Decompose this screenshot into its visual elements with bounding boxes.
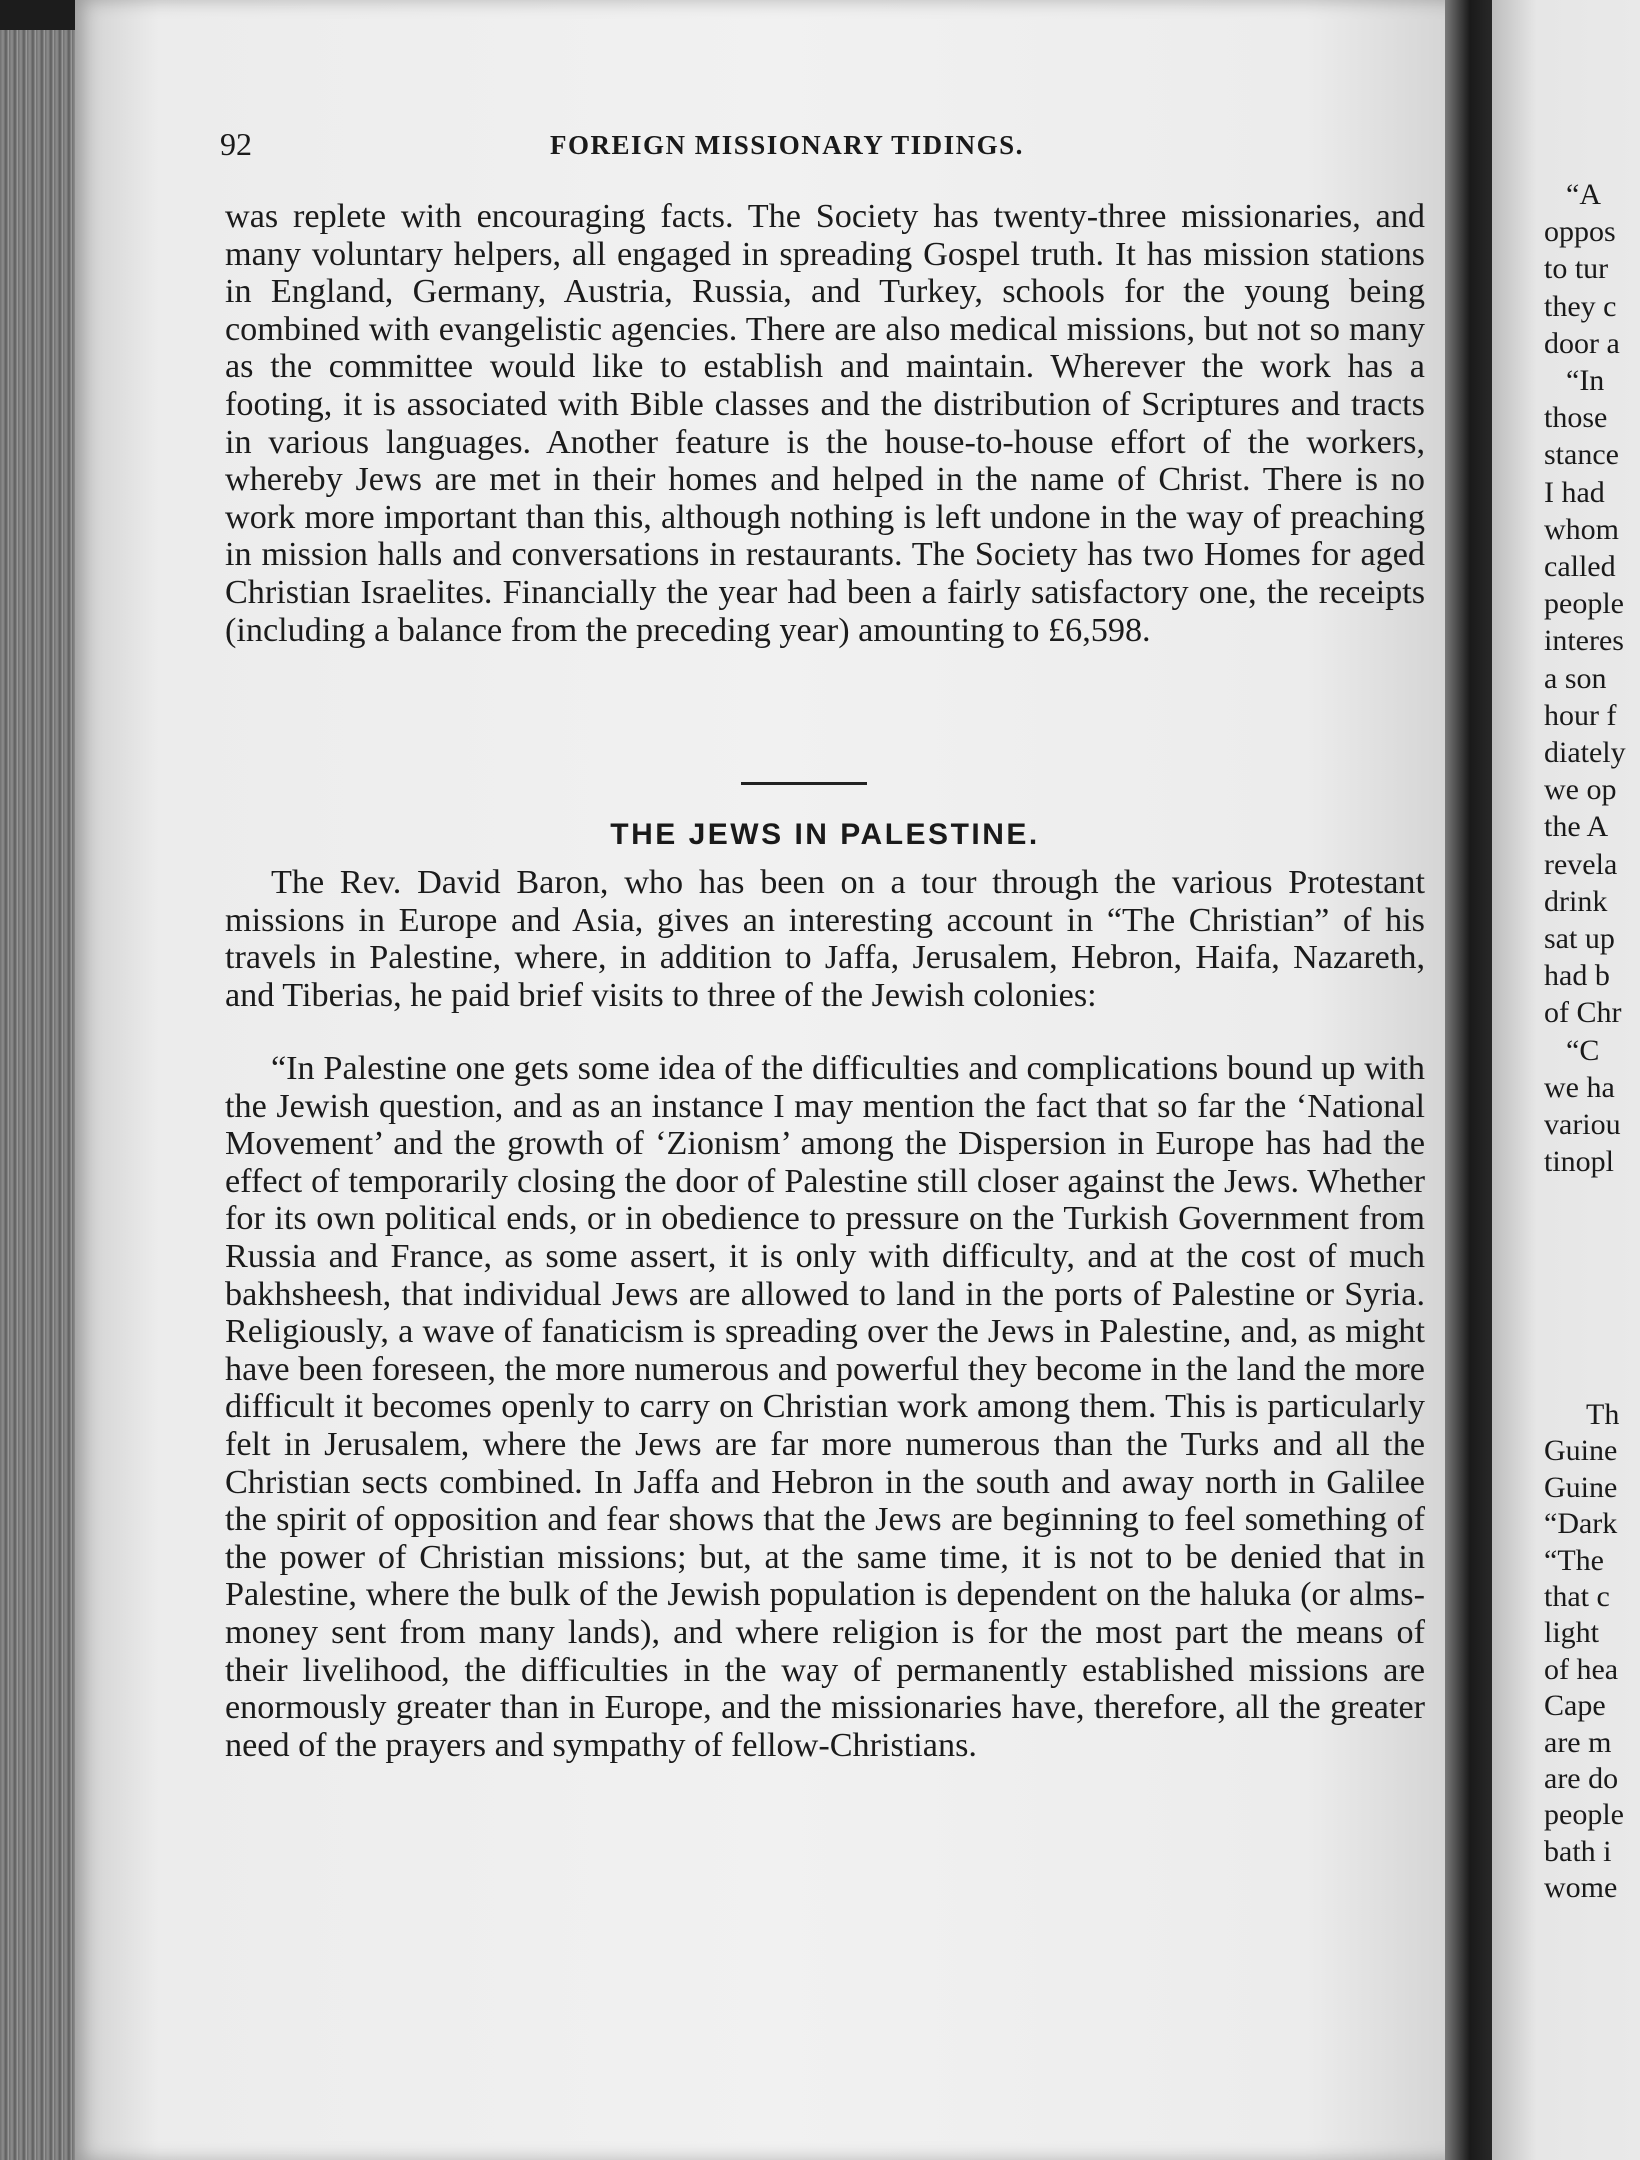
right-page-line: Guine [1544, 1434, 1618, 1468]
right-page-line: the A [1544, 810, 1609, 844]
right-page-line: wome [1544, 1871, 1618, 1905]
right-page-line: are m [1544, 1725, 1612, 1759]
paragraph-text: was replete with encouraging facts. The Society has twenty-three missionaries, and many voluntary helpers, all engaged in spreading Gospel truth. It has mission stations in England, Germany, Austria, Russia, and Turkey, schools for the young being combined with evangelistic agencies. There are also medical missions, but not so many as the committee would like to establish and maintain. Wherever the work has a footing, it is associated with Bible classes and the distribution of Scriptures and tracts in various languages. Another feature is the house-to-house effort of the workers, whereby Jews are met in their homes and helped in the name of Christ. There is no work more important than this, although nothing is left undone in the way of preaching in mission halls and conversations in restaurants. The Society has two Homes for aged Christian Israelites. Financially the year had been a fairly satisfactory one, the receipts (including a balance from the preceding year) amounting to £6,598. [225, 198, 1425, 649]
right-page-line: interes [1544, 624, 1624, 658]
paragraph-text: The Rev. David Baron, who has been on a tour through the various Protestant missions in Europe and Asia, gives an interesting account in “The Christian” of his travels in Palestine, where, in addition to Jaffa, Jerusalem, Hebron, Haifa, Nazareth, and Tiberias, he paid brief visits to three of the Jewish colonies: [225, 864, 1425, 1014]
right-page-partial [1492, 0, 1640, 2160]
right-page-line: variou [1544, 1108, 1621, 1141]
right-page-line: are do [1544, 1762, 1619, 1795]
paragraph-text: “In Palestine one gets some idea of the difficulties and complications bound up with the Jewish question, and as an instance I may mention the fact that so far the ‘National Movement’ and the growth of ‘Zionism’ among the Dispersion in Europe has had the effect of temporarily closing the door of Palestine still closer against the Jews. Whether for its own political ends, or in obedience to pressure on the Turkish Government from Russia and France, as some assert, it is only with difficulty, and at the cost of much bakhsheesh, that individual Jews are allowed to land in the ports of Palestine or Syria. Religiously, a wave of fanaticism is spreading over the Jews in Palestine, and, as might have been foreseen, the more numerous and powerful they become in the land the more difficult it becomes openly to carry on Christian work among them. This is particularly felt in Jerusalem, where the Jews are far more numerous than the Turks and all the Christian sects combined. In Jaffa and Hebron in the south and away north in Galilee the spirit of opposition and fear shows that the Jews are beginning to feel something of the power of Christian missions; but, at the same time, it is not to be denied that in Palestine, where the bulk of the Jewish population is dependent on the haluka (or alms-money sent from many lands), and where religion is for the most part the means of their livelihood, the difficulties in the way of permanently established missions are enormously greater than in Europe, and the missionaries have, therefore, all the greater need of the prayers and sympathy of fellow-Christians. [225, 1050, 1425, 1764]
right-page-line: “C [1566, 1033, 1600, 1067]
running-head [220, 126, 1420, 170]
section-divider [741, 782, 867, 785]
right-page-line: oppos [1544, 215, 1616, 249]
right-page-line: door a [1544, 326, 1620, 360]
right-page-line: called [1544, 550, 1616, 583]
right-page-line: people [1544, 1798, 1624, 1832]
right-page-line: Guine [1544, 1470, 1618, 1504]
right-page-line: “Dark [1544, 1507, 1618, 1541]
right-page-line: “A [1566, 178, 1601, 211]
right-page-line: whom [1544, 512, 1619, 546]
right-page-line: a son [1544, 661, 1607, 695]
right-page-line: had b [1544, 959, 1610, 993]
book-gutter [1445, 0, 1495, 2160]
right-page-line: we op [1544, 773, 1617, 807]
paragraph-society-report [225, 198, 1425, 649]
right-page-line: that c [1544, 1580, 1610, 1613]
section-heading: THE JEWS IN PALESTINE. [610, 818, 1040, 851]
right-page-line: bath i [1544, 1834, 1612, 1868]
right-page-line: drink [1544, 884, 1608, 918]
right-page-line: stance [1544, 438, 1619, 472]
right-page-line: sat up [1544, 922, 1615, 955]
right-page-line: Th [1586, 1398, 1620, 1431]
right-page-line: tinopl [1544, 1145, 1615, 1179]
right-page-line: those [1544, 401, 1608, 435]
right-page-line: “In [1566, 364, 1605, 397]
page-number: 92 [220, 126, 252, 162]
paragraph-palestine-quote [225, 1050, 1425, 1764]
right-page-line: of Chr [1544, 996, 1622, 1030]
right-page-line: revela [1544, 847, 1618, 881]
right-page-line: they c [1544, 289, 1617, 323]
right-page-line: of hea [1544, 1652, 1619, 1686]
right-page-line: diately [1544, 736, 1626, 769]
right-page-line: light [1544, 1616, 1600, 1650]
right-page-line: to tur [1544, 252, 1609, 286]
right-page-line: I had [1544, 475, 1605, 509]
right-page-line: “The [1544, 1543, 1604, 1577]
paragraph-baron-intro [225, 864, 1425, 1014]
right-page-line: we ha [1544, 1070, 1615, 1104]
journal-title: FOREIGN MISSIONARY TIDINGS. [550, 130, 1024, 160]
right-page-line: people [1544, 587, 1624, 621]
right-page-line: Cape [1544, 1689, 1606, 1723]
right-page-line: hour f [1544, 698, 1617, 732]
